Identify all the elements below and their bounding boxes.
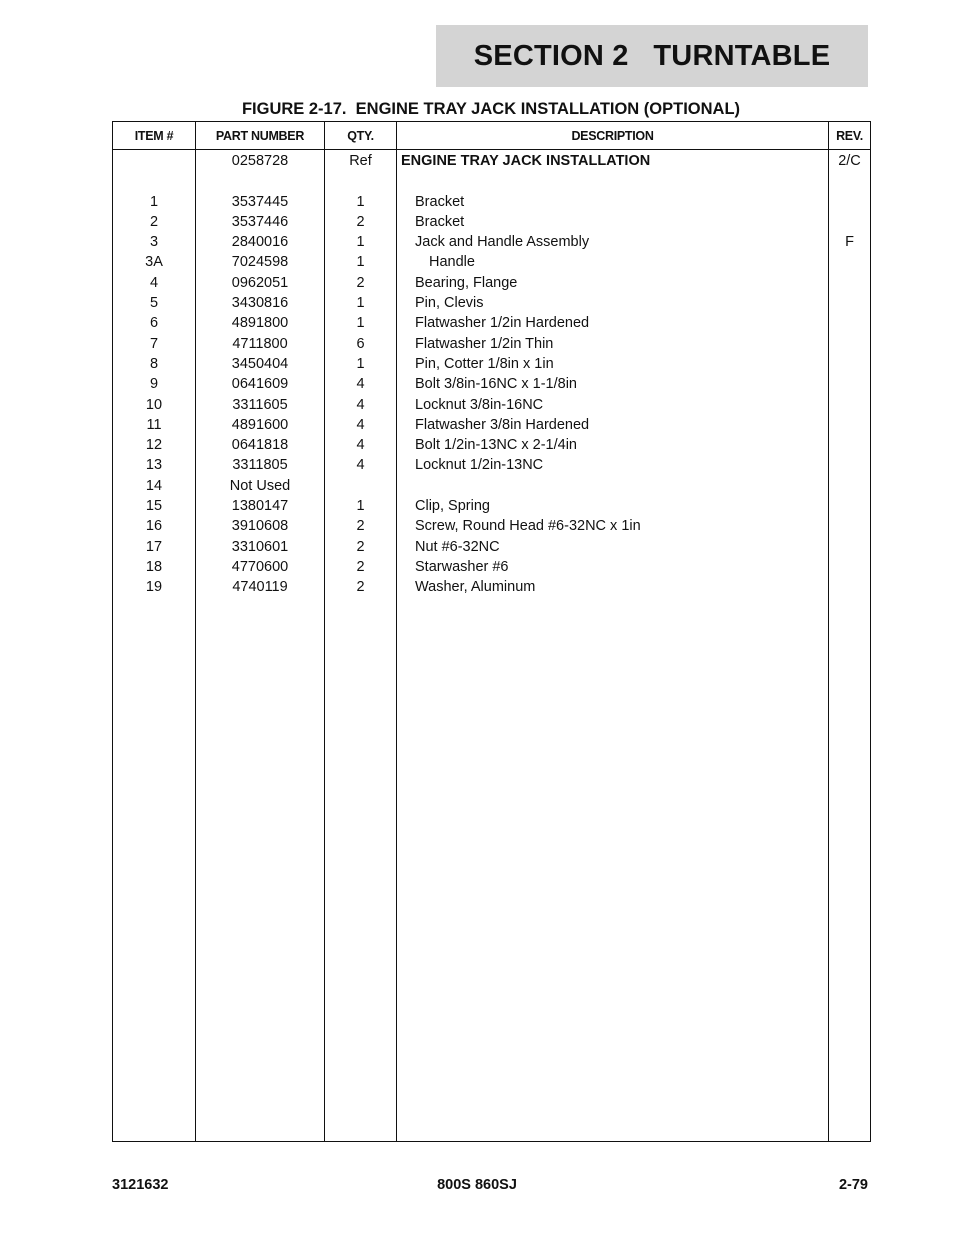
item-number-cell: 6 <box>149 315 159 332</box>
description-cell: Pin, Cotter 1/8in x 1in <box>415 355 554 372</box>
part-number-cell: 3450404 <box>231 355 289 372</box>
description-cell: Flatwasher 1/2in Hardened <box>415 315 590 332</box>
revision-cell <box>829 212 870 232</box>
item-number-cell: 3A <box>145 254 163 271</box>
part-number-cell: 3311605 <box>232 396 288 413</box>
quantity-cell: 1 <box>356 498 365 515</box>
revision-cell: 2/C <box>838 153 861 169</box>
footer-model: 800S 860SJ <box>437 1177 517 1193</box>
description-cell: Bolt 1/2in-13NC x 2-1/4in <box>415 437 577 454</box>
part-number-cell: 4711800 <box>232 335 288 352</box>
quantity-cell: Ref <box>349 153 372 169</box>
description-cell <box>397 171 828 191</box>
revision-cell <box>829 354 870 374</box>
item-number-cell: 9 <box>149 376 159 393</box>
item-number-cell: 17 <box>145 538 163 555</box>
quantity-cell: 2 <box>356 579 365 596</box>
quantity-cell: 1 <box>356 193 365 210</box>
part-number-cell: 3537446 <box>231 213 289 230</box>
revision-cell <box>829 415 870 435</box>
part-number-cell: 4891600 <box>231 416 289 433</box>
quantity-cell: 1 <box>356 355 365 372</box>
part-number-cell: 0962051 <box>231 274 289 291</box>
item-number-cell: 18 <box>145 558 163 575</box>
table-header-row <box>113 122 871 150</box>
item-number-cell <box>113 151 195 171</box>
revision-cell <box>829 252 870 272</box>
item-number-cell: 4 <box>149 274 159 291</box>
revision-cell <box>829 435 870 455</box>
description-cell: Bearing, Flange <box>415 274 518 291</box>
quantity-cell: 1 <box>356 295 365 312</box>
quantity-cell: 1 <box>356 254 365 271</box>
description-cell: Handle <box>429 254 475 271</box>
description-cell: Locknut 1/2in-13NC <box>415 457 544 474</box>
quantity-cell: 4 <box>356 376 365 393</box>
quantity-cell: 4 <box>356 457 365 474</box>
item-number-cell: 8 <box>149 355 159 372</box>
part-number-cell: 0641818 <box>231 437 289 454</box>
revision-cell: F <box>845 234 854 251</box>
description-cell: Bracket <box>415 193 465 210</box>
quantity-cell: 2 <box>356 518 365 535</box>
rev-column <box>829 150 871 1142</box>
revision-cell <box>829 313 870 333</box>
quantity-cell: 2 <box>356 213 365 230</box>
item-number-cell <box>113 171 195 191</box>
quantity-cell: 2 <box>356 538 365 555</box>
quantity-cell: 4 <box>356 396 365 413</box>
quantity-cell <box>325 476 396 496</box>
part-number-cell: 4740119 <box>232 579 288 596</box>
item-number-cell: 10 <box>145 396 163 413</box>
description-cell: Clip, Spring <box>415 498 490 515</box>
description-cell: Bracket <box>415 213 465 230</box>
item-number-cell: 5 <box>149 295 159 312</box>
item-number-cell: 15 <box>145 498 163 515</box>
item-number-cell: 16 <box>145 518 163 535</box>
description-cell: Bolt 3/8in-16NC x 1-1/8in <box>415 376 577 393</box>
description-cell: Jack and Handle Assembly <box>415 234 590 251</box>
description-cell: Washer, Aluminum <box>415 579 536 596</box>
column-header-description: DESCRIPTION <box>397 122 829 150</box>
part-number-cell <box>196 171 324 191</box>
table-body-row <box>113 150 871 1142</box>
revision-cell <box>829 171 870 191</box>
quantity-cell: 1 <box>356 315 365 332</box>
description-cell: Locknut 3/8in-16NC <box>415 396 544 413</box>
item-number-cell: 19 <box>145 579 163 596</box>
part-number-cell: 1380147 <box>231 498 289 515</box>
qty-column <box>325 150 397 1142</box>
item-number-cell: 12 <box>145 437 163 454</box>
quantity-cell: 2 <box>356 558 365 575</box>
column-header-qty: QTY. <box>325 122 397 150</box>
part-number-cell: 3311805 <box>232 457 288 474</box>
section-title: SECTION 2 TURNTABLE <box>473 39 831 72</box>
revision-cell <box>829 273 870 293</box>
part-number-cell: Not Used <box>229 477 291 494</box>
description-cell: ENGINE TRAY JACK INSTALLATION <box>401 153 651 169</box>
footer-page-number: 2-79 <box>838 1177 868 1193</box>
description-cell: Nut #6-32NC <box>415 538 500 555</box>
revision-cell <box>829 557 870 577</box>
item-number-cell: 3 <box>149 234 159 251</box>
quantity-cell: 6 <box>356 335 365 352</box>
revision-cell <box>829 455 870 475</box>
part-number-column <box>196 150 325 1142</box>
description-cell: Screw, Round Head #6-32NC x 1in <box>415 518 641 535</box>
item-number-cell: 1 <box>149 193 159 210</box>
quantity-cell: 4 <box>356 416 365 433</box>
revision-cell <box>829 516 870 536</box>
revision-cell <box>829 293 870 313</box>
description-column <box>397 150 829 1142</box>
part-number-cell: 4770600 <box>231 558 289 575</box>
part-number-cell: 3910608 <box>231 518 289 535</box>
description-cell: Flatwasher 3/8in Hardened <box>415 416 590 433</box>
revision-cell <box>829 537 870 557</box>
description-cell <box>397 476 828 496</box>
section-banner <box>436 25 868 87</box>
quantity-cell: 2 <box>356 274 365 291</box>
revision-cell <box>829 192 870 212</box>
revision-cell <box>829 496 870 516</box>
part-number-cell: 3430816 <box>231 295 289 312</box>
item-number-cell: 13 <box>145 457 163 474</box>
quantity-cell <box>325 171 396 191</box>
column-header-item: ITEM # <box>113 122 196 150</box>
figure-title: FIGURE 2-17. ENGINE TRAY JACK INSTALLATION (OPTIONAL) <box>241 100 741 118</box>
revision-cell <box>829 577 870 597</box>
part-number-cell: 2840016 <box>231 234 289 251</box>
description-cell: Starwasher #6 <box>415 558 509 575</box>
part-number-cell: 0258728 <box>231 153 289 169</box>
item-column <box>113 150 196 1142</box>
description-cell: Pin, Clevis <box>415 295 484 312</box>
part-number-cell: 4891800 <box>231 315 289 332</box>
revision-cell <box>829 395 870 415</box>
revision-cell <box>829 334 870 354</box>
part-number-cell: 3537445 <box>231 193 289 210</box>
item-number-cell: 11 <box>146 416 162 433</box>
footer-doc-number: 3121632 <box>112 1177 169 1193</box>
column-header-part-number: PART NUMBER <box>196 122 325 150</box>
parts-table <box>112 121 871 1142</box>
quantity-cell: 4 <box>356 437 365 454</box>
column-header-rev: REV. <box>829 122 871 150</box>
part-number-cell: 0641609 <box>231 376 289 393</box>
item-number-cell: 2 <box>149 213 159 230</box>
part-number-cell: 3310601 <box>231 538 289 555</box>
item-number-cell: 7 <box>149 335 159 352</box>
revision-cell <box>829 374 870 394</box>
quantity-cell: 1 <box>356 234 365 251</box>
description-cell: Flatwasher 1/2in Thin <box>415 335 554 352</box>
revision-cell <box>829 476 870 496</box>
part-number-cell: 7024598 <box>231 254 289 271</box>
item-number-cell: 14 <box>145 477 163 494</box>
